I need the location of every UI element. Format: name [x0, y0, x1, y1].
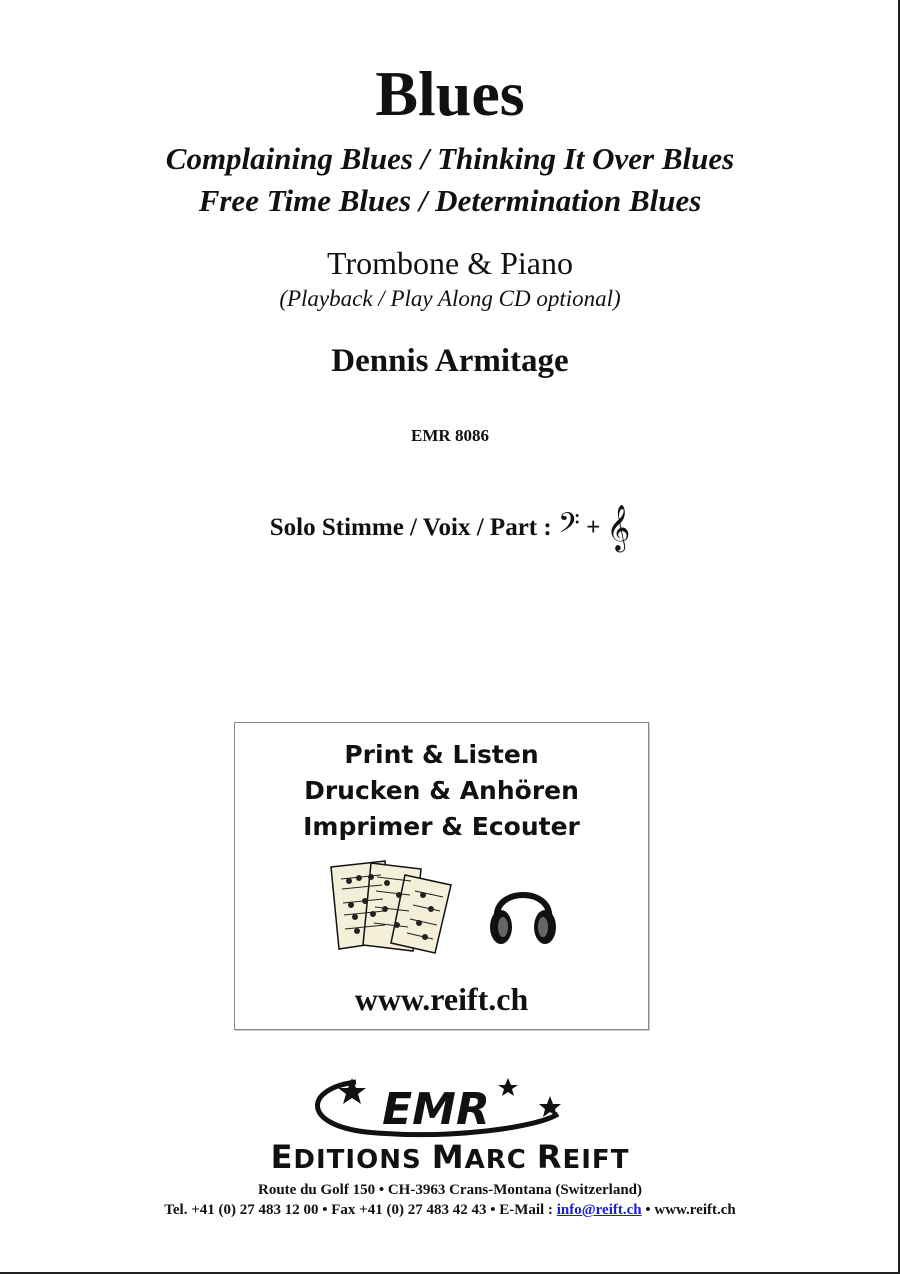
playback-note: (Playback / Play Along CD optional)	[279, 286, 621, 311]
publisher-name-arc: ARC	[464, 1145, 537, 1175]
contact-suffix: • www.reift.ch	[641, 1202, 736, 1218]
publisher-address: Route du Golf 150 • CH-3963 Crans-Montana (Switzerland)	[258, 1182, 642, 1198]
publisher-name-ditions: DITIONS	[293, 1145, 432, 1175]
promo-url: www.reift.ch	[354, 981, 529, 1017]
part-label: Solo Stimme / Voix / Part :	[269, 514, 552, 541]
subtitle-line-2: Free Time Blues / Determination Blues	[198, 183, 702, 218]
part-line	[0, 506, 900, 550]
publisher-name-eift: EIFT	[562, 1145, 630, 1175]
promo-line-3: Imprimer & Ecouter	[303, 812, 580, 841]
instrumentation: Trombone & Piano	[327, 245, 573, 281]
title: Blues	[375, 58, 525, 129]
publisher-name	[0, 1140, 900, 1177]
publisher-name-m: M	[431, 1138, 465, 1176]
publisher-contact	[0, 1200, 900, 1220]
print-listen-box	[234, 722, 649, 1030]
plus-sign: +	[586, 514, 601, 541]
contact-prefix: Tel. +41 (0) 27 483 12 00 • Fax +41 (0) 27 483 42 43 • E-Mail :	[164, 1202, 557, 1218]
logo-text: EMR	[382, 1084, 490, 1135]
sheet-music-icon	[327, 859, 455, 955]
emr-logo	[296, 1074, 586, 1140]
email-link[interactable]: info@reift.ch	[556, 1202, 642, 1218]
treble-clef-icon: 𝄞	[606, 505, 631, 550]
composer: Dennis Armitage	[331, 343, 569, 379]
subtitle-line-1: Complaining Blues / Thinking It Over Blues	[165, 141, 735, 176]
catalog-number: EMR 8086	[411, 426, 489, 445]
promo-line-2: Drucken & Anhören	[304, 776, 579, 805]
publisher-name-e: E	[270, 1138, 294, 1176]
bass-clef-icon: 𝄢	[557, 509, 580, 546]
publisher-name-r: R	[536, 1138, 563, 1176]
promo-line-1: Print & Listen	[344, 740, 539, 769]
headphones-icon	[487, 873, 559, 953]
